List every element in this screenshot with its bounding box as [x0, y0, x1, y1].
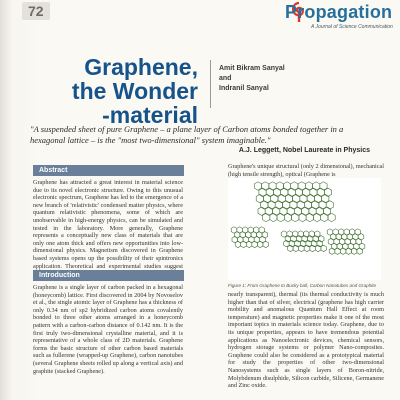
epigraph-quote: "A suspended sheet of pure Graphene – a plane layer of Carbon atoms bonded together in a hexagonal lattice – is the "most two-dimensional" system imaginable." — [30, 124, 344, 145]
right-column-body-text: nearly transparent), thermal (its thermal conductivity is much higher than that of silver, electrical (graphene has high carrier mobility and anomalous Quantum Hall Effect at room temperature) and magnetic properties make it one of the most important topics in materials science today. Graphene, due to its unique properties, appears to have tremendous potential applications as Nanoelectronic devices, chemical sensors, hydrogen storage systems or polymer Nano-composites. Graphene could also be considered as a prototypical material for study the properties of other two-dimensional Nanosystems such as single layers of Boron-nitride, Molybdenum disulphide, Silicon carbide, Silicene, Germanene and Zinc oxide. — [228, 291, 384, 390]
buckyball-icon — [231, 227, 268, 248]
introduction-heading: Introduction — [33, 270, 184, 281]
logo-tagline: A Journal of Science Communication — [311, 24, 393, 30]
abstract-heading: Abstract — [33, 165, 184, 176]
graphene-sheet-icon — [254, 182, 335, 222]
quote-attribution: A.J. Leggett, Nobel Laureate in Physics — [238, 147, 370, 154]
author-conjunction: and — [219, 75, 232, 82]
author-name: Amit Bikram Sanyal — [219, 65, 285, 72]
title-divider — [210, 60, 211, 108]
author-name: Indranil Sanyal — [219, 85, 269, 92]
figure-caption: Figure 1: From Graphene to Bucky ball, Carbon Nanotubes and Graphite — [228, 283, 377, 288]
graphene-structures-figure — [228, 178, 381, 280]
title-line: -material — [102, 102, 198, 128]
logo-text: Propagation — [285, 2, 393, 22]
abstract-text: Graphene has attracted a great interest in material science due to its novel electronic structure. Owing to this unusual electronic spectrum, Graphene has led to the emergence of a new branch of 'relativistic' condensed matter physics, where quantum relativistic phenomena, some of which are unobservable in high-energy physics, can be simulated and tested in the laboratory. More generally, Graphene represents a conceptually new class of materials that are only one atom thick and offers new opportunities into low-dimensional physics. Magnetism discovered in Graphene based systems opens up the possibility of their spintronics application. Theoretical and experimental studies suggest — [33, 179, 183, 270]
page-number: 72 — [22, 2, 50, 20]
introduction-text: Graphene is a single layer of carbon packed in a hexagonal (honeycomb) lattice. First discovered in 2004 by Novoselov et al., the single atomic layer of Graphene has a thickness of only 0.34 nm of sp2 hybridized carbon atoms covalently bonded to three other atoms arranged in a honeycomb pattern with a carbon-carbon distance of 0.142 nm. It is the first truly two-dimensional crystalline material, and it is representative of a whole class of 2D materials. Graphene forms the basic structure of other carbon based materials such as fullerene (wrapped-up Graphene), carbon nanotubes (several Graphene sheets rolled up along a vertical axis) and graphite (stacked Graphene). — [33, 284, 183, 375]
journal-logo — [281, 0, 391, 34]
nanotube-icon — [281, 231, 326, 252]
graphene-lattice-illustration — [228, 178, 381, 280]
title-line: Graphene, — [84, 54, 198, 80]
graphite-icon — [327, 229, 365, 255]
author-list — [219, 64, 369, 94]
title-line: the Wonder — [71, 78, 198, 104]
article-title — [33, 55, 198, 127]
right-column-intro-text: Graphene's unique structural (only 2 dimensional), mechanical (high tensile strength), optical (Graphene is — [228, 163, 384, 178]
